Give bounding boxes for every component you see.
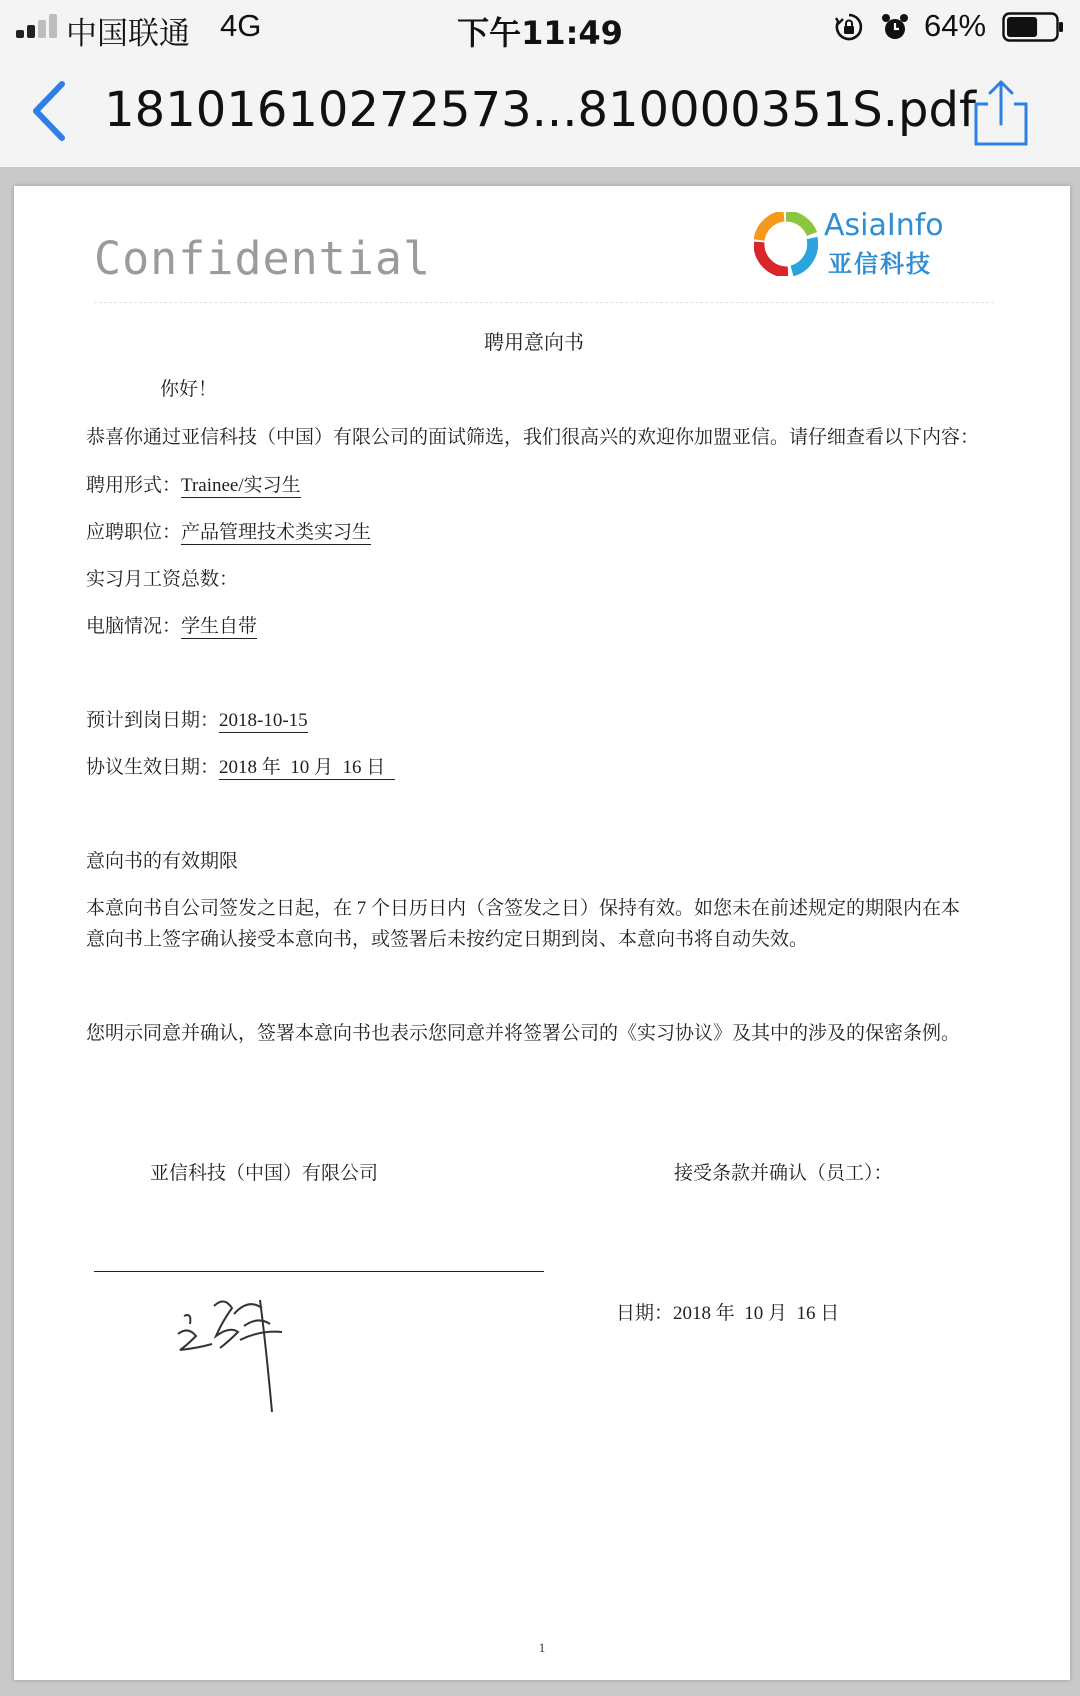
battery-percent: 64% (924, 8, 987, 43)
logo-text-en: AsiaInfo (824, 208, 944, 243)
pdf-page[interactable] (14, 186, 1070, 1680)
document-heading: 聘用意向书 (484, 332, 584, 354)
back-chevron-icon[interactable] (24, 76, 74, 146)
start-date-line: 预计到岗日期：2018-10-15 (86, 710, 308, 731)
rotation-lock-icon (834, 12, 864, 42)
carrier-name: 中国联通 (66, 16, 190, 52)
field-employment-type: 聘用形式：Trainee/实习生 (86, 475, 301, 496)
company-signature-name: 亚信科技（中国）有限公司 (150, 1163, 379, 1184)
effective-date-line: 协议生效日期：2018 年 10 月 16 日 (86, 752, 395, 779)
consent-paragraph: 您明示同意并确认，签署本意向书也表示您同意并将签署公司的《实习协议》及其中的涉及的保密条例。 (86, 1023, 961, 1044)
alarm-clock-icon (880, 12, 910, 42)
signing-date: 日期：2018 年 10 月 16 日 (616, 1303, 840, 1324)
battery-icon (1002, 12, 1064, 42)
field-computer: 电脑情况：学生自带 (86, 616, 258, 637)
handwritten-signature (174, 1286, 294, 1416)
greeting: 你好！ (160, 379, 218, 400)
confidential-watermark: Confidential (94, 232, 432, 285)
employee-confirmation-label: 接受条款并确认（员工）： (674, 1163, 893, 1184)
validity-heading: 意向书的有效期限 (86, 851, 239, 872)
intro-paragraph: 恭喜你通过亚信科技（中国）有限公司的面试筛选，我们很高兴的欢迎你加盟亚信。请仔细查看以下内容： (86, 427, 980, 448)
header-divider (94, 302, 994, 303)
asiainfo-logo-icon (754, 212, 818, 276)
field-monthly-salary: 实习月工资总数： (86, 569, 239, 590)
logo-text-cn: 亚信科技 (828, 250, 932, 278)
company-signature-line (94, 1246, 544, 1272)
nav-bar (0, 56, 1080, 168)
network-type: 4G (220, 8, 262, 43)
battery-level-fill (1007, 17, 1037, 37)
validity-line-1: 本意向书自公司签发之日起，在 7 个日历日内（含签发之日）保持有效。如您未在前述规定的期限内在本 (86, 898, 961, 919)
status-bar (0, 0, 1080, 56)
asiainfo-logo (754, 206, 974, 286)
field-position: 应聘职位：产品管理技术类实习生 (86, 522, 372, 543)
page-number: 1 (538, 1640, 546, 1655)
document-title: 18101610272573...810000351S.pdf (104, 82, 976, 138)
validity-line-2: 意向书上签字确认接受本意向书，或签署后未按约定日期到岗、本意向书将自动失效。 (86, 929, 809, 950)
status-time: 下午11:49 (457, 14, 623, 52)
share-icon[interactable] (970, 76, 1032, 148)
